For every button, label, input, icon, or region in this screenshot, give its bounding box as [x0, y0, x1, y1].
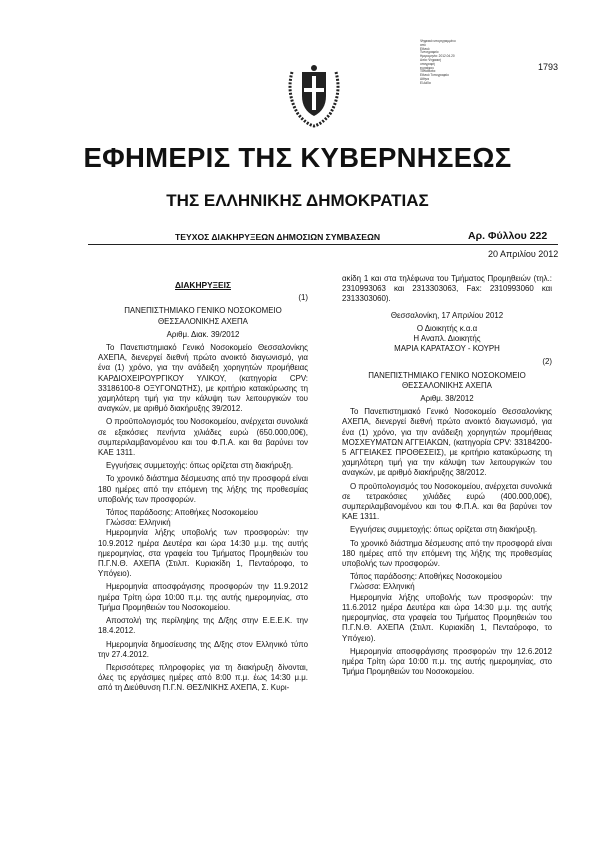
section-heading: ΔΙΑΚΗΡΥΞΕΙΣ	[175, 280, 231, 290]
paragraph: Ημερομηνία λήξης υποβολής των προσφορών: την 10.9.2012 ημέρα Δευτέρα και ώρα 14:30 μ.μ. της αυτής ημερομηνίας, στα γραφεία του Τμήματος Προμηθειών του Π.Γ.Ν.Θ. ΑΧΕΠΑ (Στιλπ. Κυριακίδη 1, Πενταόροφο, το Υπόγειο).	[98, 528, 308, 579]
paragraph: Ο προϋπολογισμός του Νοσοκομείου, ανέρχεται συνολικά σε εξακόσιες πενήντα χιλιάδες ευρώ (650.000,00€), συμπεριλαμβανομένου και του Φ.Π.Α. και θα βαρύνει τον ΚΑΕ 1311.	[98, 417, 308, 458]
coat-of-arms-emblem	[284, 62, 344, 128]
stamp-line: Αιτία: Ψηφιακή	[420, 57, 441, 62]
org-line: ΘΕΣΣΑΛΟΝΙΚΗΣ ΑΧΕΠΑ	[158, 316, 248, 326]
paragraph: Ημερομηνία αποσφράγισης προσφορών την 12.6.2012 ημέρα Τρίτη ώρα 10:00 π.μ. της αυτής ημερομηνίας, στο Τμήμα Προμηθειών του Νοσοκομείου.	[342, 646, 552, 677]
signatory-name: ΜΑΡΙΑ ΚΑΡΑΤΑΣΟΥ - ΚΟΥΡΗ	[394, 344, 500, 354]
paragraph: Το Πανεπιστημιακό Γενικό Νοσοκομείο Θεσσαλονίκης ΑΧΕΠΑ, διενεργεί διεθνή πρώτο ανοικτό διαγωνισμό, για ένα (1) χρόνο, για την ανάδειξη χορηγητών προμήθειας ΜΟΣΧΕΥΜΑΤΩΝ ΑΓΓΕΙΑΚΩΝ, (κατηγορία CPV: 33184200-5 ΑΓΓΕΙΑΚΕΣ ΠΡΟΘΕΣΕΙΣ), με κριτήριο κατακύρωσης τη χαμηλότερη τιμή για την κάλυψη των λειτουργικών του αναγκών, με αριθμό διακήρυξης 38/2012.	[342, 407, 552, 478]
stamp-line: Ψηφιακά υπογεγραμμένο από	[420, 39, 456, 47]
paragraph: Τόπος παράδοσης: Αποθήκες Νοσοκομείου	[106, 508, 259, 518]
org-line: ΠΑΝΕΠΙΣΤΗΜΙΑΚΟ ΓΕΝΙΚΟ ΝΟΣΟΚΟΜΕΙΟ	[368, 370, 526, 380]
gazette-title: ΕΦΗΜΕΡΙΣ ΤΗΣ ΚΥΒΕΡΝΗΣΕΩΣ	[83, 142, 512, 173]
right-column	[342, 274, 552, 680]
left-column	[98, 280, 308, 697]
signatory: Ο Διοικητής κ.α.α	[416, 323, 478, 333]
item-number: (2)	[542, 357, 552, 367]
decl-number: Αριθμ. 38/2012	[420, 394, 474, 404]
item-number: (1)	[298, 293, 308, 303]
paragraph: Το χρονικό διάστημα δέσμευσης από την προσφορά είναι 180 ημέρες από την επόμενη της λήξης της προθεσμίας υποβολής των προσφορών.	[342, 538, 552, 569]
stamp-line: εγγράφου	[420, 65, 434, 70]
paragraph: Ημερομηνία αποσφράγισης προσφορών την 11.9.2012 ημέρα Τρίτη ώρα 10:00 π.μ. της αυτής ημερομηνίας, στο Τμήμα Προμηθειών του Νοσοκομείου.	[98, 582, 308, 612]
issue-type: ΤΕΥΧΟΣ ΔΙΑΚΗΡΥΞΕΩΝ ΔΗΜΟΣΙΩΝ ΣΥΜΒΑΣΕΩΝ	[175, 232, 381, 242]
stamp-line: Εθνικό Τυπογραφείο	[420, 73, 449, 78]
stamp-line: Ελλάδα	[420, 80, 431, 85]
paragraph: Τόπος παράδοσης: Αποθήκες Νοσοκομείου	[350, 572, 503, 582]
stamp-line: Αθήνα	[420, 76, 430, 81]
paragraph: Το Πανεπιστημιακό Γενικό Νοσοκομείο Θεσσαλονίκης ΑΧΕΠΑ, διενεργεί διεθνή πρώτο ανοικτό διαγωνισμό, για ένα (1) χρόνο, για την ανάδειξη χορηγητών προμήθειας ΚΑΡΔΙΟΧΕΙΡΟΥΡΓΙΚΟΥ ΥΛΙΚΟΥ, (κατηγορία CPV: 33186100-8 ΟΞΥΓΟΝΩΤΗΣ), με κριτήριο κατακύρωσης τη χαμηλότερη τιμή για την κάλυψη των λειτουργικών του αναγκών, με αριθμό διακήρυξης 39/2012.	[98, 343, 308, 414]
gazette-subtitle: ΤΗΣ ΕΛΛΗΝΙΚΗΣ ΔΗΜΟΚΡΑΤΙΑΣ	[166, 191, 429, 210]
stamp-line: Τοποθεσία:	[420, 69, 436, 74]
issue-number: Αρ. Φύλλου 222	[468, 230, 548, 242]
paragraph: Εγγυήσεις συμμετοχής: όπως ορίζεται στη διακήρυξη.	[106, 461, 294, 471]
paragraph: Γλώσσα: Ελληνική	[350, 582, 415, 592]
paragraph: Το χρονικό διάστημα δέσμευσης από την προσφορά είναι 180 ημέρες από την επόμενη της λήξης της προθεσμίας υποβολής των προσφορών.	[98, 474, 308, 504]
paragraph: Γλώσσα: Ελληνική	[106, 518, 171, 528]
rule-line	[88, 244, 558, 245]
paragraph: Αποστολή της περίληψης της Δ/ξης στην Ε.Ε.Ε.Κ. την 18.4.2012.	[98, 616, 308, 636]
page-number: 1793	[538, 62, 559, 72]
paragraph: Περισσότερες πληροφορίες για τη διακήρυξη δίνονται, όλες τις εργάσιμες ημέρες από 8:00 π.μ. έως 14:30 μ.μ. από τη Διεύθυνση Π.Γ.Ν. ΘΕΣ/ΝΙΚΗΣ ΑΧΕΠΑ, Σ. Κυρι-	[98, 662, 308, 693]
paragraph: Ο προϋπολογισμός του Νοσοκομείου, ανέρχεται συνολικά σε τετρακόσιες χιλιάδες ευρώ (400.000,00€), συμπεριλαμβανομένου και του Φ.Π.Α. και θα βαρύνει τον ΚΑΕ 1311.	[342, 481, 552, 522]
signatory: Η Αναπλ. Διοικητής	[413, 334, 481, 344]
stamp-line: Τυπογραφείο	[420, 50, 439, 55]
stamp-line: υπογραφή	[420, 61, 435, 66]
paragraph: Ημερομηνία δημοσίευσης της Δ/ξης στον Ελληνικό τύπο την 27.4.2012.	[98, 639, 308, 659]
paragraph: Εγγυήσεις συμμετοχής: όπως ορίζεται στη διακήρυξη.	[350, 525, 538, 535]
paragraph: ακίδη 1 και στα τηλέφωνα του Τμήματος Προμηθειών (τηλ.: 2310993063 και 2313303063, Fax: 2310993060 και 2313303060).	[342, 274, 552, 304]
org-line: ΠΑΝΕΠΙΣΤΗΜΙΑΚΟ ΓΕΝΙΚΟ ΝΟΣΟΚΟΜΕΙΟ	[124, 306, 282, 316]
stamp-line: Ημερομηνία: 2012.04.20	[420, 54, 455, 59]
paragraph: Ημερομηνία λήξης υποβολής των προσφορών: την 11.6.2012 ημέρα Δευτέρα και ώρα 14:30 μ.μ. της αυτής ημερομηνίας, στα γραφεία του Τμήματος Προμηθειών του Π.Γ.Ν.Θ. ΑΧΕΠΑ (Στιλπ. Κυριακίδη 1, Πενταόροφο, το Υπόγειο).	[342, 592, 552, 643]
place-date: Θεσσαλονίκη, 17 Απριλίου 2012	[390, 310, 504, 320]
issue-date: 20 Απριλίου 2012	[488, 249, 559, 259]
decl-number: Αριθμ. Διακ. 39/2012	[166, 329, 240, 339]
signature-stamp	[420, 40, 458, 86]
org-line: ΘΕΣΣΑΛΟΝΙΚΗΣ ΑΧΕΠΑ	[402, 380, 492, 390]
stamp-line: Εθνικό	[420, 46, 430, 51]
